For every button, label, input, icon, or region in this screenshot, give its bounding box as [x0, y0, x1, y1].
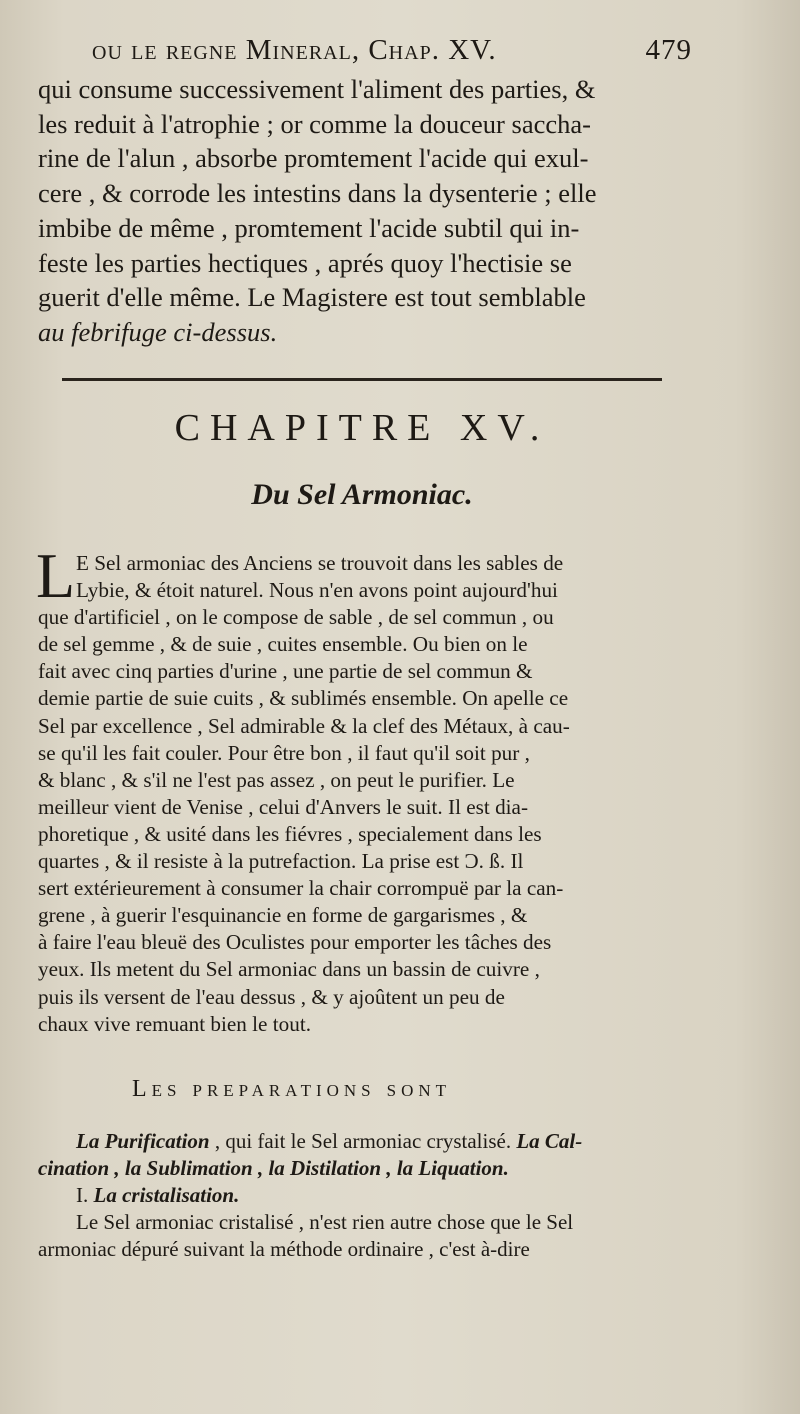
continued-paragraph — [38, 72, 694, 350]
preparations-paragraph — [38, 1128, 694, 1263]
inline-text: , qui fait le Sel armoniac crystalisé. — [209, 1129, 517, 1153]
drop-cap: L — [36, 540, 76, 611]
text-line — [38, 1128, 694, 1155]
text-line: grene , à guerir l'esquinancie en forme de gargarismes , & — [38, 903, 528, 928]
item-number: I. — [76, 1183, 89, 1207]
chapter-subtitle: Du Sel Armoniac. — [251, 478, 473, 511]
chapter-title: CHAPITRE XV. — [174, 407, 550, 449]
running-head — [92, 34, 692, 67]
text-line: E Sel armoniac des Anciens se trouvoit dans les sables de — [76, 551, 564, 575]
text-line: au febrifuge ci-dessus. — [38, 316, 278, 347]
section-heading: Les preparations sont — [132, 1076, 452, 1102]
text-line: meilleur vient de Venise , celui d'Anvers le suit. Il est dia- — [38, 794, 529, 819]
text-line: rine de l'alun , absorbe promtement l'acide qui exul- — [38, 143, 589, 174]
section-divider — [62, 378, 662, 381]
text-line: cere , & corrode les intestins dans la dysenterie ; elle — [38, 178, 597, 209]
text-line: fait avec cinq parties d'urine , une partie de sel commun & — [38, 659, 533, 684]
text-line: feste les parties hectiques , aprés quoy l'hectisie se — [38, 247, 572, 278]
text-line: les reduit à l'atrophie ; or comme la douceur saccha- — [38, 108, 591, 139]
text-line: chaux vive remuant bien le tout. — [38, 1011, 311, 1036]
text-line: à faire l'eau bleuë des Oculistes pour emporter les tâches des — [38, 930, 552, 955]
chapter-body — [36, 540, 694, 1038]
text-line: demie partie de suie cuits , & sublimés ensemble. On apelle ce — [38, 686, 569, 711]
text-line: guerit d'elle même. Le Magistere est tout semblable — [38, 282, 586, 313]
text-line: phoretique , & usité dans les fiévres , specialement dans les — [38, 821, 542, 846]
text-line: Sel par excellence , Sel admirable & la clef des Métaux, à cau- — [38, 713, 570, 738]
text-line: imbibe de même , promtement l'acide subtil qui in- — [38, 212, 580, 243]
italic-term: cination , la Sublimation , la Distilation , la Liquation. — [38, 1156, 509, 1180]
text-line: que d'artificiel , on le compose de sable , de sel commun , ou — [38, 605, 554, 630]
text-line — [38, 1182, 694, 1209]
text-line: qui consume successivement l'aliment des parties, & — [38, 74, 596, 104]
text-line: de sel gemme , & de suie , cuites ensemble. Ou bien on le — [38, 632, 528, 657]
italic-term: La Cal- — [516, 1129, 583, 1153]
text-line — [38, 1155, 694, 1182]
text-line: sert extérieurement à consumer la chair corrompuë par la can- — [38, 876, 564, 901]
page-number: 479 — [645, 34, 692, 66]
text-line: Lybie, & étoit naturel. Nous n'en avons point aujourd'hui — [76, 578, 558, 603]
text-line: puis ils versent de l'eau dessus , & y ajoûtent un peu de — [38, 984, 505, 1009]
text-line: Le Sel armoniac cristalisé , n'est rien autre chose que le Sel — [76, 1210, 574, 1234]
text-line: armoniac dépuré suivant la méthode ordinaire , c'est à-dire — [38, 1237, 530, 1261]
text-line: yeux. Ils metent du Sel armoniac dans un bassin de cuivre , — [38, 957, 540, 982]
item-title: La cristalisation. — [93, 1183, 240, 1207]
italic-term: La Purification — [76, 1129, 210, 1153]
text-line: & blanc , & s'il ne l'est pas assez , on peut le purifier. Le — [38, 767, 515, 792]
running-head-title: ou le regne Mineral, Chap. XV. — [92, 34, 497, 66]
text-line: quartes , & il resiste à la putrefaction. La prise est Ɔ. ß. Il — [38, 849, 524, 874]
text-line: se qu'il les fait couler. Pour être bon , il faut qu'il soit pur , — [38, 740, 530, 765]
